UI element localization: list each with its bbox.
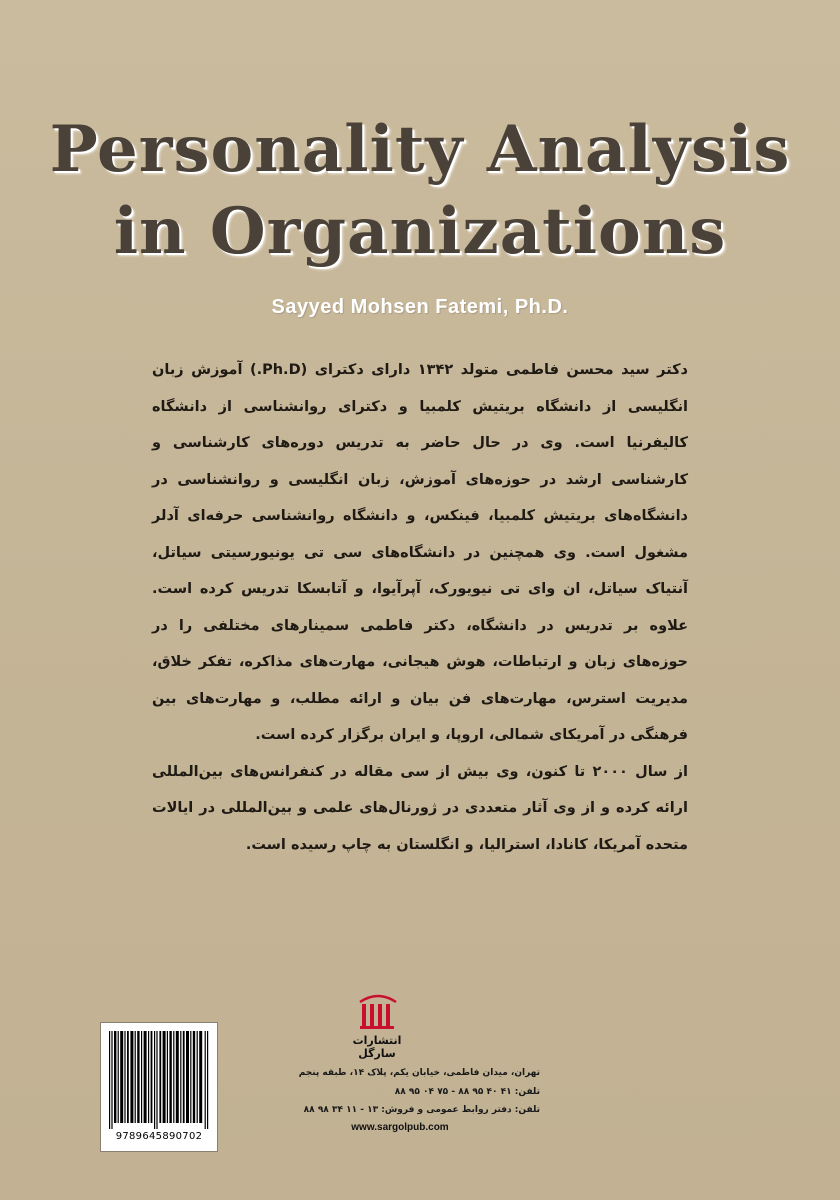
- author-biography: [152, 352, 688, 863]
- barcode-icon: [109, 1031, 209, 1129]
- isbn-barcode: [100, 1022, 218, 1152]
- publisher-contact: [270, 1064, 540, 1120]
- publisher-address: تهران، میدان فاطمی، خیابان یکم، پلاک ۱۴، طبقه پنجم: [298, 1068, 540, 1078]
- author-name: Sayyed Mohsen Fatemi, Ph.D.: [271, 296, 569, 318]
- book-title-line-2: in Organizations: [113, 194, 727, 269]
- publisher-sales-phone: تلفن: دفتر روابط عمومی و فروش: ۱۳ - ۱۱ ۳۴ ۹۸ ۸۸: [303, 1105, 540, 1115]
- bio-paragraph-1: دکتر سید محسن فاطمی متولد ۱۳۴۲ دارای دکترای (Ph.D.) آموزش زبان انگلیسی از دانشگاه بریتیش کلمبیا و دکترای روانشناسی از دانشگاه کالیفرنیا است. وی در حال حاضر به تدریس دوره‌های کارشناسی و کارشناسی ارشد در حوزه‌های آموزش، زبان انگلیسی و روانشناسی در دانشگاه‌های بریتیش کلمبیا، فینکس، و دانشگاه روانشناسی حرفه‌ای آدلر مشغول است. وی همچنین در دانشگاه‌های سی تی یونیورسیتی سیاتل، آنتیاک سیاتل، ان وای تی نیویورک، آپرآیوا، و آتابسکا تدریس کرده است. علاوه بر تدریس در دانشگاه، دکتر فاطمی سمینارهای مختلفی را در حوزه‌های زبان و ارتباطات، هوش هیجانی، مهارت‌های مذاکره، تفکر خلاق، مدیریت استرس، مهارت‌های فن بیان و ارائه مطلب، و مهارت‌های بین فرهنگی در آمریکای شمالی، اروپا، و ایران برگزار کرده است.: [152, 362, 688, 743]
- publisher-name: انتشارات سارگل: [352, 1034, 402, 1060]
- bio-paragraph-2: از سال ۲۰۰۰ تا کنون، وی بیش از سی مقاله در کنفرانس‌های بین‌المللی ارائه کرده و از وی آثار متعددی در ژورنال‌های علمی و بین‌المللی در ایالات متحده آمریکا، کانادا، استرالیا، و انگلستان به چاپ رسیده است.: [152, 763, 688, 853]
- book-title-line-1: Personality Analysis: [49, 112, 791, 187]
- publisher-website: www.sargolpub.com: [351, 1122, 449, 1133]
- publisher-phone: تلفن: ۴۱ ۴۰ ۹۵ ۸۸ - ۷۵ ۰۴ ۹۵ ۸۸: [394, 1086, 540, 1097]
- publisher-logo-icon: [356, 992, 400, 1030]
- isbn-number: 9789645890702: [115, 1131, 203, 1142]
